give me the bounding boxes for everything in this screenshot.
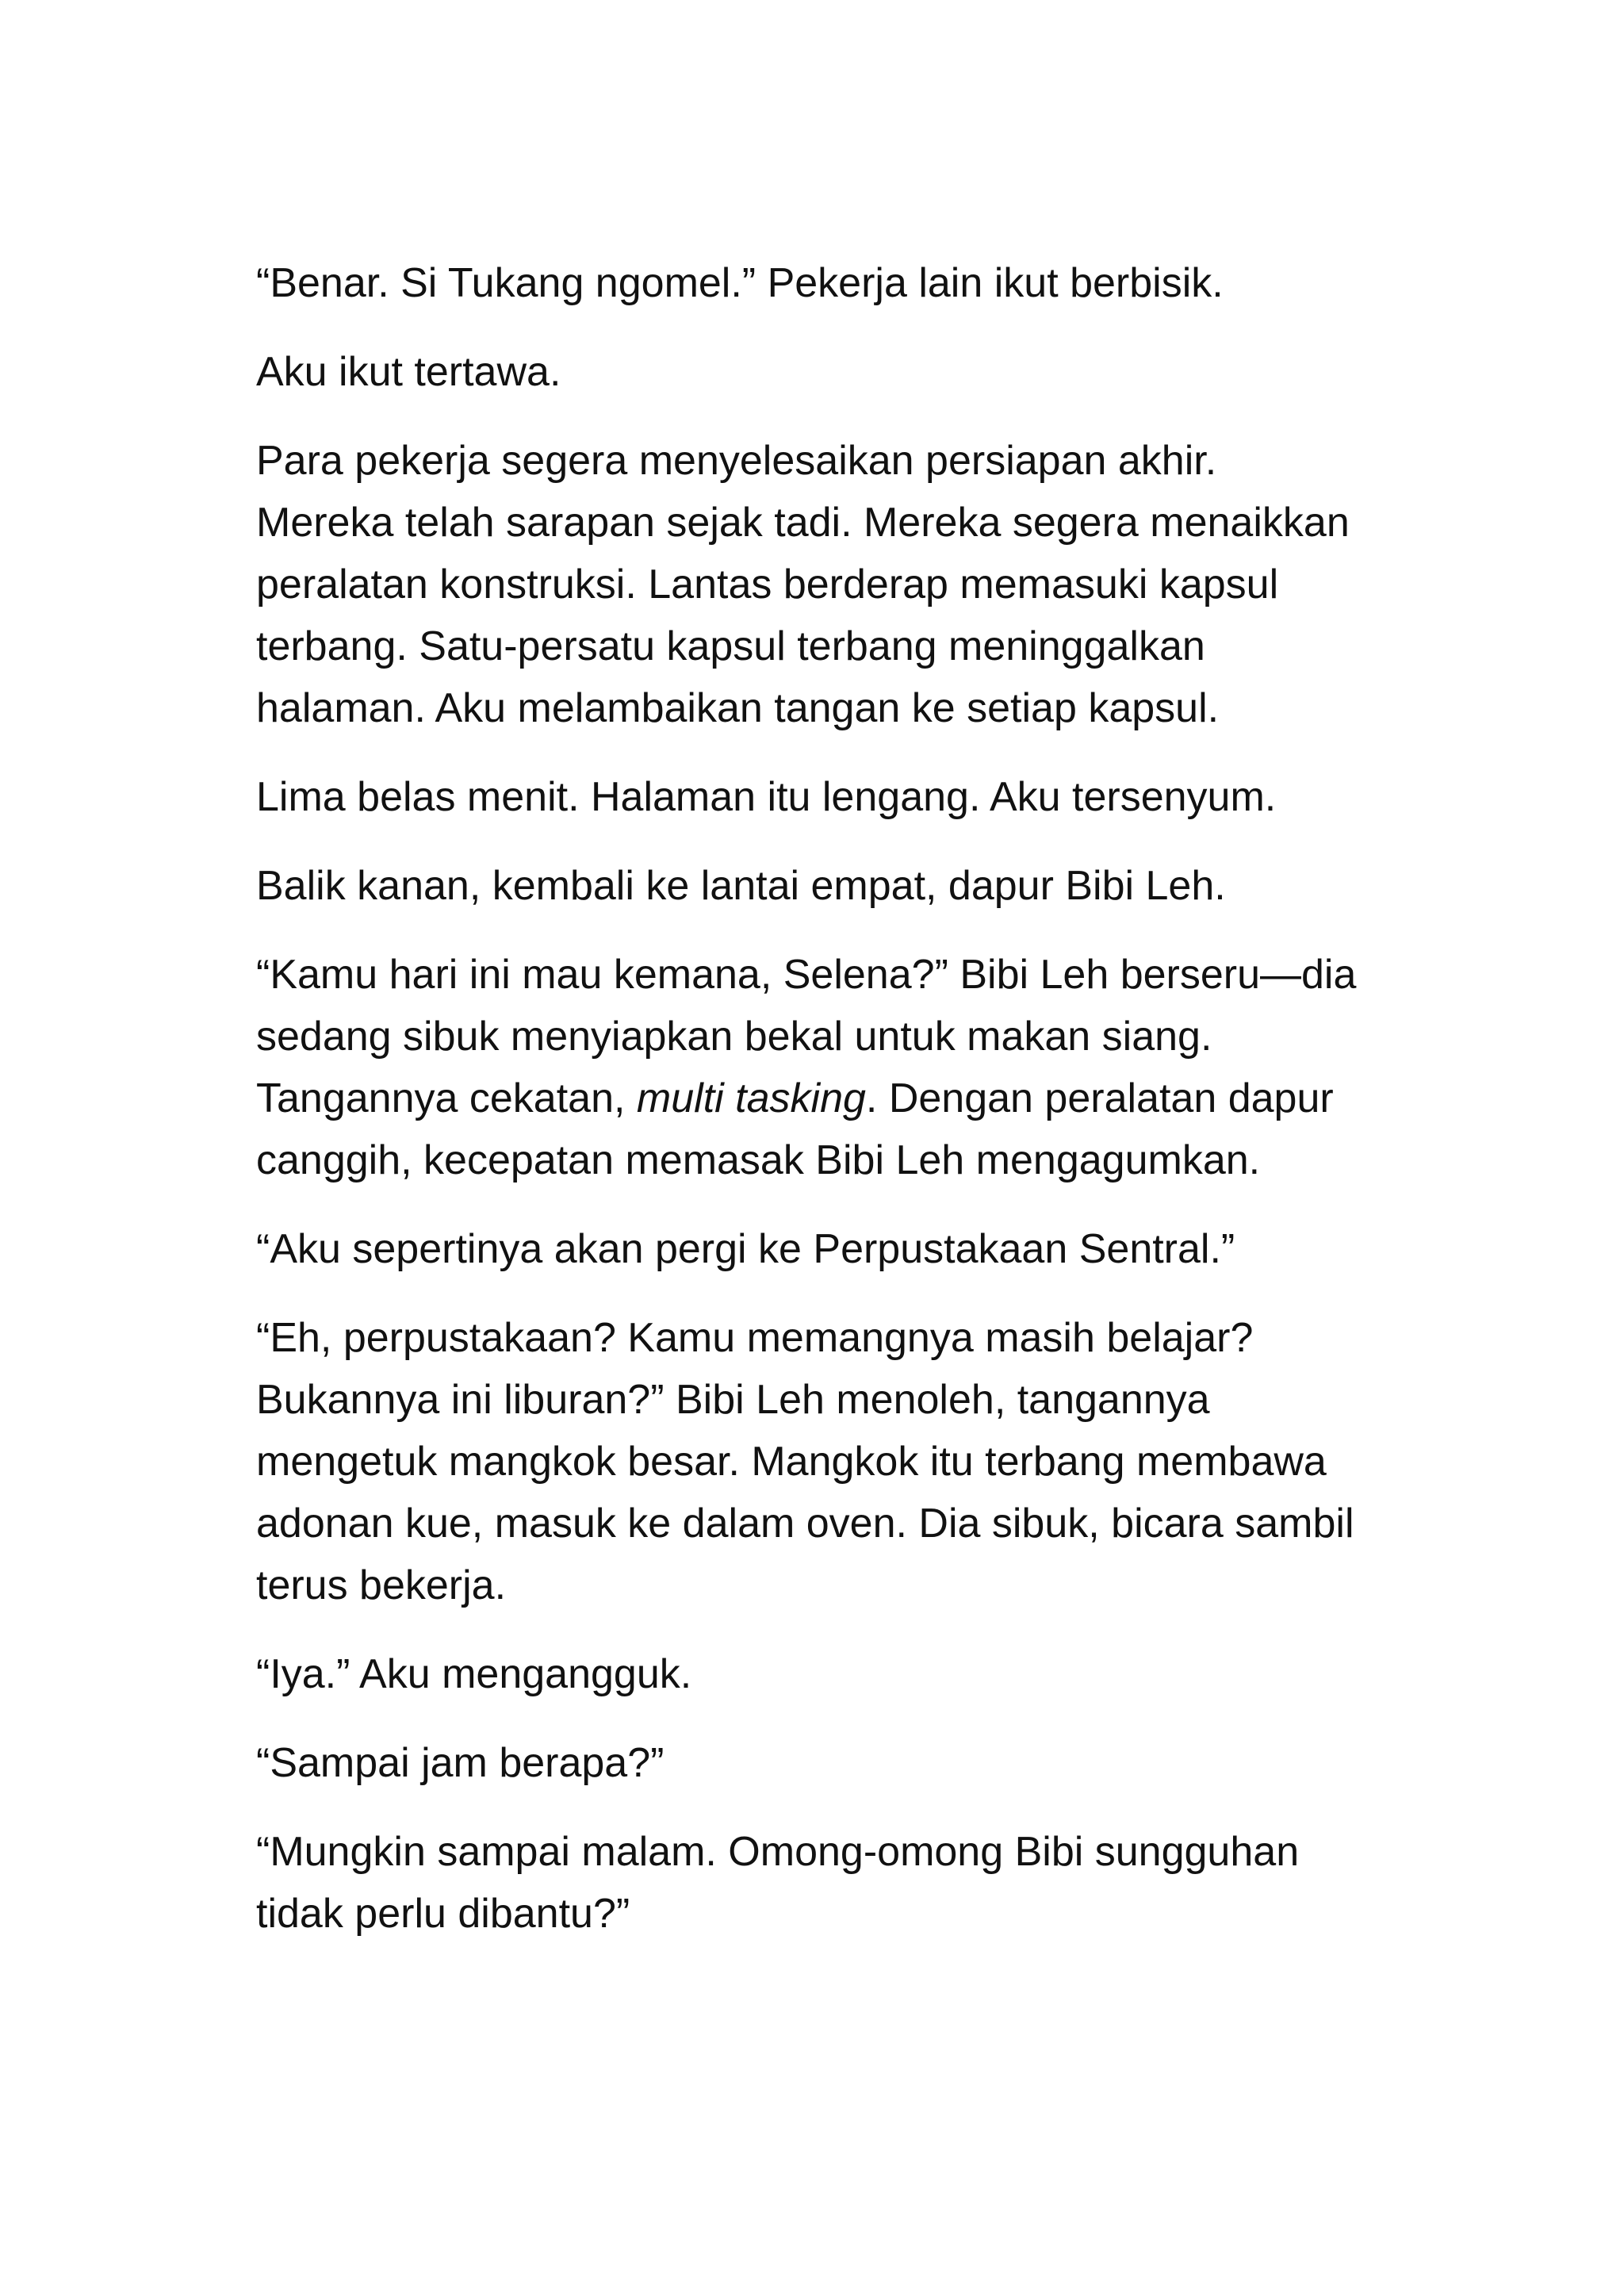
- paragraph: [256, 252, 1398, 314]
- text-line: canggih, kecepatan memasak Bibi Leh mengagumkan.: [256, 1137, 1261, 1183]
- text-line: sedang sibuk menyiapkan bekal untuk makan siang.: [256, 1014, 1212, 1060]
- text-line: Bukannya ini liburan?” Bibi Leh menoleh, tangannya: [256, 1377, 1210, 1423]
- text-line: “Eh, perpustakaan? Kamu memangnya masih belajar?: [256, 1315, 1254, 1361]
- text-line: “Kamu hari ini mau kemana, Selena?” Bibi Leh berseru—dia: [256, 952, 1357, 998]
- text-line: “Aku sepertinya akan pergi ke Perpustakaan Sentral.”: [256, 1226, 1235, 1272]
- paragraph: [256, 766, 1398, 828]
- text-line: “Sampai jam berapa?”: [256, 1740, 665, 1786]
- text-line: terus bekerja.: [256, 1562, 507, 1608]
- text-line: Lima belas menit. Halaman itu lengang. Aku tersenyum.: [256, 774, 1277, 820]
- text-line: Mereka telah sarapan sejak tadi. Mereka segera menaikkan: [256, 500, 1350, 546]
- paragraph: [256, 341, 1398, 403]
- text-line: terbang. Satu-persatu kapsul terbang meninggalkan: [256, 623, 1205, 669]
- text-line: Para pekerja segera menyelesaikan persiapan akhir.: [256, 438, 1217, 484]
- text-line: halaman. Aku melambaikan tangan ke setiap kapsul.: [256, 685, 1220, 731]
- paragraph: [256, 944, 1398, 1191]
- paragraph: [256, 1732, 1398, 1794]
- text-line: Balik kanan, kembali ke lantai empat, dapur Bibi Leh.: [256, 863, 1226, 909]
- text-line: peralatan konstruksi. Lantas berderap memasuki kapsul: [256, 562, 1279, 608]
- paragraph: [256, 1218, 1398, 1280]
- italic-term: multi tasking: [636, 1075, 866, 1121]
- paragraph: [256, 855, 1398, 917]
- text-line: Aku ikut tertawa.: [256, 349, 561, 395]
- text-line: mengetuk mangkok besar. Mangkok itu terbang membawa: [256, 1439, 1327, 1485]
- text-line: adonan kue, masuk ke dalam oven. Dia sibuk, bicara sambil: [256, 1501, 1354, 1547]
- text-line: tidak perlu dibantu?”: [256, 1891, 630, 1937]
- text-segment: . Dengan peralatan dapur: [865, 1075, 1334, 1121]
- body-text: [256, 252, 1398, 1972]
- paragraph: [256, 1821, 1398, 1945]
- text-line: [256, 1068, 1398, 1129]
- text-line: “Benar. Si Tukang ngomel.” Pekerja lain ikut berbisik.: [256, 260, 1224, 306]
- paragraph: [256, 1643, 1398, 1705]
- text-segment: Tangannya cekatan,: [256, 1075, 637, 1121]
- paragraph: [256, 430, 1398, 739]
- text-line: “Mungkin sampai malam. Omong-omong Bibi sungguhan: [256, 1829, 1300, 1875]
- paragraph: [256, 1307, 1398, 1616]
- text-line: “Iya.” Aku mengangguk.: [256, 1651, 692, 1697]
